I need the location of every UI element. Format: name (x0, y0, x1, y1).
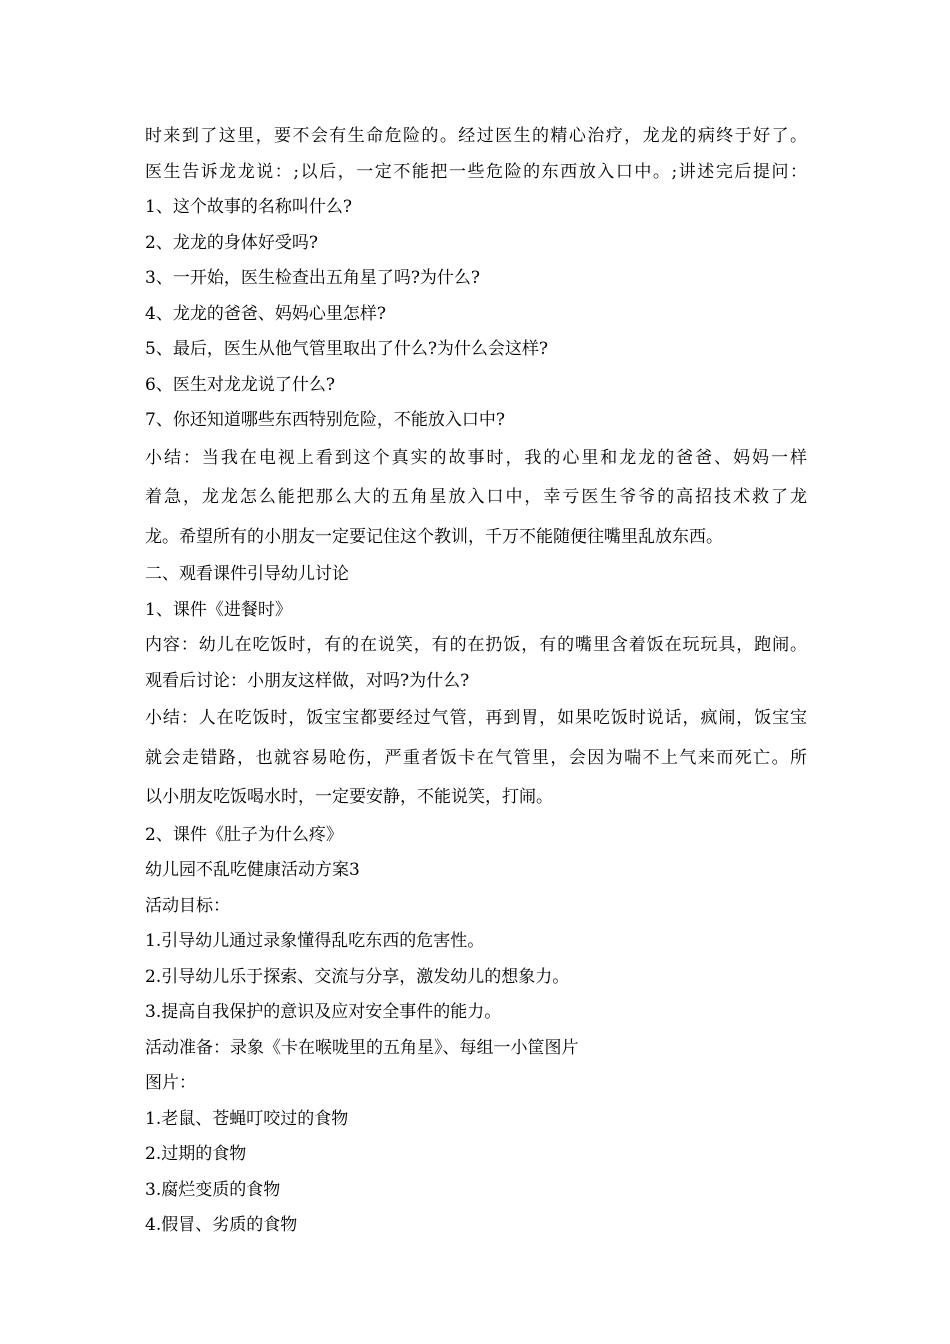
text-line: 2、课件《肚子为什么疼》 (145, 824, 343, 845)
text-line: 5、最后，医生从他气管里取出了什么?为什么会这样? (145, 339, 549, 359)
text-line: 4、龙龙的爸爸、妈妈心里怎样? (145, 303, 386, 324)
text-line: 3、一开始，医生检查出五角星了吗?为什么? (145, 268, 481, 288)
text-line: 2、龙龙的身体好受吗? (145, 232, 318, 253)
text-line: 二、观看课件引导幼儿讨论 (145, 564, 349, 584)
text-line: 活动目标： (145, 895, 230, 916)
document-body (145, 119, 807, 1244)
text-line: 1、这个故事的名称叫什么? (145, 197, 352, 217)
text-line: 3.提高自我保护的意识及应对安全事件的能力。 (145, 1002, 502, 1022)
text-line: 以小朋友吃饭喝水时，一定要安静，不能说笑，打闹。 (145, 787, 553, 807)
text-line: 2.引导幼儿乐于探索、交流与分享，激发幼儿的想象力。 (145, 966, 570, 987)
text-line: 3.腐烂变质的食物 (145, 1179, 281, 1200)
text-line: 观看后讨论：小朋友这样做，对吗?为什么? (145, 670, 470, 691)
text-line: 1.老鼠、苍蝇叮咬过的食物 (145, 1108, 349, 1129)
text-line: 1.引导幼儿通过录象懂得乱吃东西的危害性。 (145, 931, 485, 951)
text-line: 6、医生对龙龙说了什么? (145, 374, 335, 395)
text-line: 医生告诉龙龙说：;以后，一定不能把一些危险的东西放入口中。;讲述完后提问： (145, 161, 807, 182)
document-page (145, 119, 807, 1244)
text-line: 4.假冒、劣质的食物 (145, 1215, 298, 1235)
text-line: 着急，龙龙怎么能把那么大的五角星放入口中，幸亏医生爷爷的高招技术救了龙 (145, 487, 807, 507)
text-line: 活动准备：录象《卡在喉咙里的五角星》、每组一小筐图片 (145, 1037, 579, 1058)
text-line: 内容：幼儿在吃饭时，有的在说笑，有的在扔饭，有的嘴里含着饭在玩玩具，跑闹。 (145, 635, 807, 655)
text-line: 7、你还知道哪些东西特别危险，不能放入口中? (145, 410, 505, 430)
text-line: 龙。希望所有的小朋友一定要记住这个教训，千万不能随便往嘴里乱放东西。 (145, 526, 723, 547)
text-line: 2.过期的食物 (145, 1144, 247, 1164)
text-line: 1、课件《进餐时》 (145, 599, 292, 620)
text-line: 小结：人在吃饭时，饭宝宝都要经过气管，再到胃，如果吃饭时说话，疯闹，饭宝宝 (145, 708, 807, 728)
text-line: 图片： (145, 1073, 196, 1093)
text-line: 时来到了这里，要不会有生命危险的。经过医生的精心治疗，龙龙的病终于好了。 (145, 126, 807, 146)
text-line: 就会走错路，也就容易呛伤，严重者饭卡在气管里，会因为喘不上气来而死亡。所 (145, 747, 807, 768)
text-line: 幼儿园不乱吃健康活动方案3 (145, 860, 360, 880)
text-line: 小结：当我在电视上看到这个真实的故事时，我的心里和龙龙的爸爸、妈妈一样 (145, 447, 807, 468)
